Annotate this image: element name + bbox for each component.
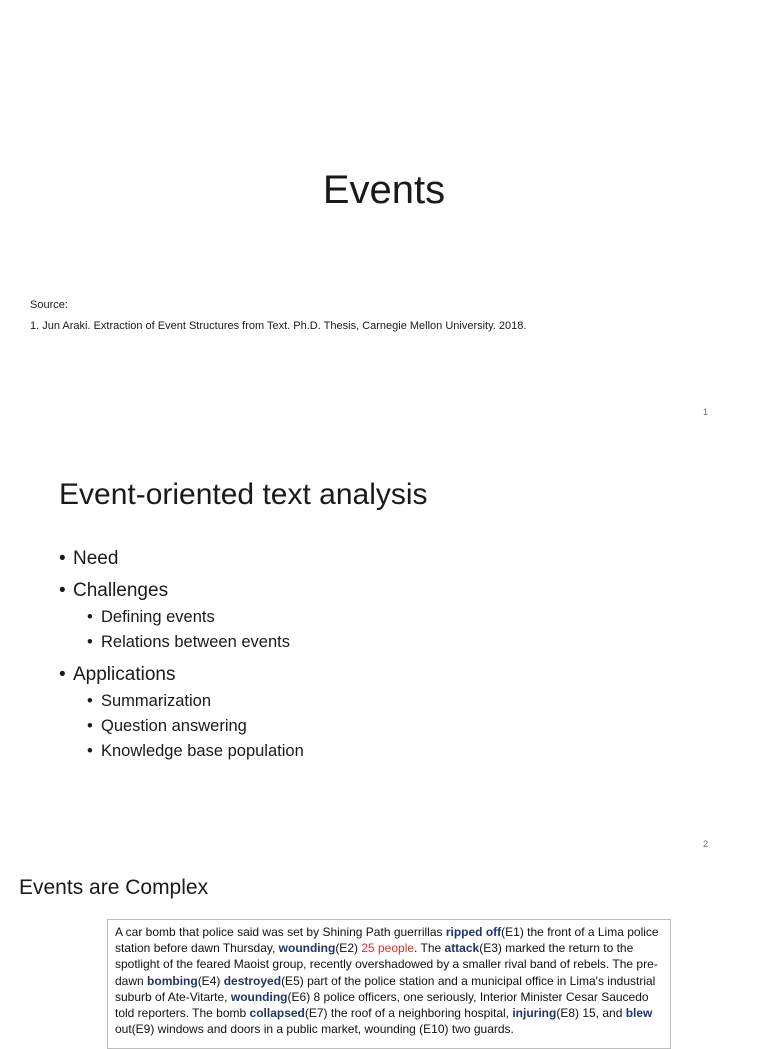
bullet-item: [59, 578, 304, 655]
bullet-list: [59, 546, 304, 771]
sub-bullet-item: [87, 630, 304, 655]
source-reference: 1. Jun Araki. Extraction of Event Structures from Text. Ph.D. Thesis, Carnegie Mellon University. 2018.: [30, 320, 527, 332]
paragraph-text: (E6) 8 police officers, one seriously, Interior Minister Cesar Saucedo told reporters. The bomb: [115, 989, 649, 1021]
paragraph-text: . The: [414, 941, 445, 956]
sub-bullet-item: [87, 689, 304, 714]
bullet-item: [59, 546, 304, 571]
bullet-icon: •: [87, 742, 93, 760]
paragraph-text: (E8) 15, and: [556, 1006, 626, 1021]
example-slide: [0, 864, 768, 1037]
event-trigger: blew: [625, 1006, 653, 1021]
bullet-icon: •: [59, 548, 66, 569]
sub-bullet-label: Knowledge base population: [101, 742, 304, 760]
event-trigger: attack: [444, 941, 480, 956]
highlighted-entity: 25 people: [361, 941, 415, 956]
page-number: 2: [702, 839, 708, 849]
paragraph-text: A car bomb that police said was set by Shining Path guerrillas: [115, 925, 446, 939]
bullet-item: [59, 662, 304, 764]
event-trigger: collapsed: [249, 1006, 305, 1021]
event-trigger: destroyed: [223, 973, 282, 988]
bullet-icon: •: [87, 608, 93, 626]
slide-title: Events are Complex: [19, 876, 209, 899]
paragraph-text: (E5) part of the police station and a municipal office in Lima's industrial suburb of Ate-Vitarte,: [115, 973, 656, 1004]
bullet-icon: •: [87, 717, 93, 735]
sub-bullet-item: [87, 714, 304, 739]
bullet-label: Challenges: [73, 580, 169, 601]
event-trigger: wounding: [230, 989, 288, 1004]
sub-bullet-label: Relations between events: [101, 633, 290, 651]
page-number: 1: [702, 407, 708, 417]
paragraph-text: (E4): [197, 973, 224, 988]
sub-bullet-label: Question answering: [101, 717, 247, 735]
sub-bullet-list: [87, 605, 304, 655]
paragraph-text: (E3) marked the return to the spotlight of the feared Maoist group, recently overshadowed by a smaller rival band of rebels. The pre-dawn: [115, 941, 658, 988]
bullet-icon: •: [87, 692, 93, 710]
example-paragraph-box: [107, 919, 671, 1049]
paragraph-text: out(E9) windows and doors in a public market, wounding (E10) two guards.: [115, 1022, 514, 1037]
sub-bullet-label: Defining events: [101, 608, 215, 626]
event-trigger: bombing: [147, 973, 198, 988]
event-trigger: injuring: [512, 1006, 557, 1021]
bullet-label: Applications: [73, 664, 176, 685]
content-slide: [0, 432, 768, 864]
source-label: Source:: [30, 299, 68, 311]
sub-bullet-list: [87, 689, 304, 764]
paragraph-text: (E7) the roof of a neighboring hospital,: [304, 1006, 513, 1021]
slide-title: Events: [322, 168, 446, 212]
bullet-label: Need: [73, 548, 119, 569]
title-slide: [0, 0, 768, 432]
event-trigger: ripped off: [445, 925, 502, 939]
paragraph-text: (E2): [335, 941, 362, 956]
sub-bullet-item: [87, 739, 304, 764]
paragraph-text: (E1) the front of a Lima police station before dawn Thursday,: [115, 925, 659, 956]
slide-title: Event-oriented text analysis: [59, 478, 428, 511]
bullet-icon: •: [59, 664, 66, 685]
sub-bullet-item: [87, 605, 304, 630]
bullet-icon: •: [59, 580, 66, 601]
bullet-icon: •: [87, 633, 93, 651]
sub-bullet-label: Summarization: [101, 692, 212, 710]
event-trigger: wounding: [278, 941, 336, 956]
